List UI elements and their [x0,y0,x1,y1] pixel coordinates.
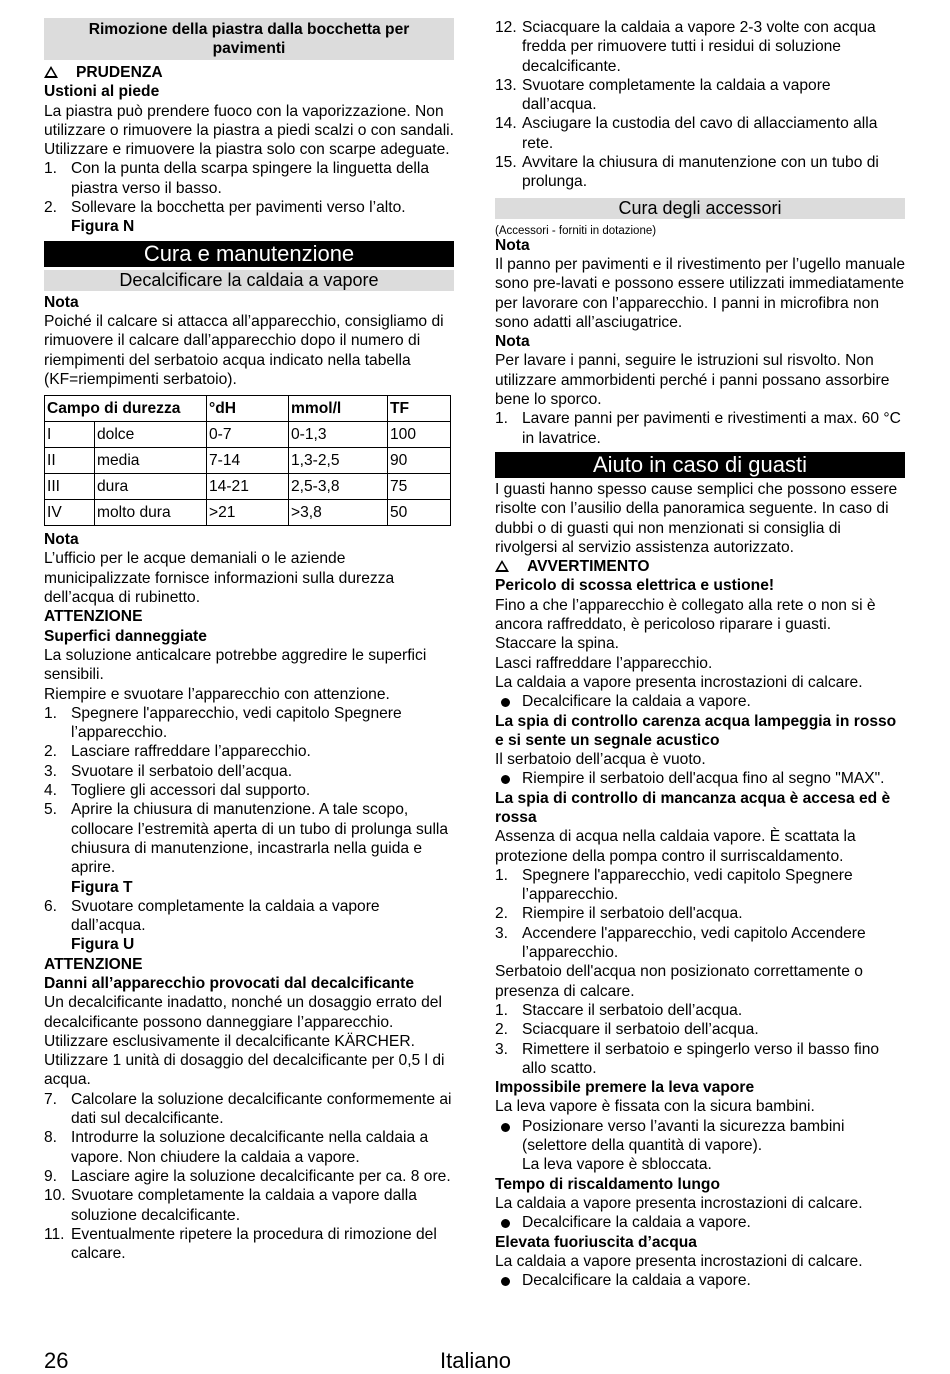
table-cell: 50 [388,500,451,526]
chapter-heading-cura: Cura e manutenzione [44,241,454,267]
table-header: TF [388,396,451,422]
fault-heading: Tempo di riscaldamento lungo [495,1175,720,1193]
paragraph: Il panno per pavimenti e il rivestimento per l’ugello manuale sono pre-lavati e possono essere utilizzati immediatamente per lavorare con l’apparecchio. I panni in microfibra non sono adatti all’asciugatrice. [495,255,905,331]
fault-heading: Elevata fuoriuscita d’acqua [495,1233,697,1251]
table-cell: >21 [207,500,289,526]
steps-list-a [44,159,454,217]
figure-ref: Figura T [71,878,133,896]
table-cell: II [45,448,95,474]
section-heading-rimozione: Rimozione della piastra dalla bocchetta per pavimenti [44,18,454,60]
table-cell: 0-7 [207,422,289,448]
bullet-item: Decalcificare la caldaia a vapore. [495,1271,905,1290]
table-row [45,474,451,500]
caution-label: PRUDENZA [44,63,454,82]
steps-list-f [495,1001,905,1078]
paragraph: Staccare la spina. [495,635,619,653]
paragraph: Fino a che l’apparecchio è collegato alla rete o non si è ancora raffreddato, è pericoloso riparare i guasti. [495,596,876,634]
language-label: Italiano [440,1348,511,1373]
table-cell: media [95,448,207,474]
list-item: 1. Spegnere l'apparecchio, vedi capitolo Spegnere l’apparecchio. [44,704,402,742]
table-cell: 1,3-2,5 [289,448,388,474]
note-label: Nota [495,236,530,254]
bullet-item: Decalcificare la caldaia a vapore. [495,1213,905,1232]
list-item: 15. Avvitare la chiusura di manutenzione con un tubo di prolunga. [495,154,879,191]
warning-label: AVVERTIMENTO [495,557,905,576]
steps-list-e [495,866,905,962]
warning-subtitle: Pericolo di scossa elettrica e ustione! [495,577,775,595]
list-item: 3. Rimettere il serbatoio e spingerlo verso il basso fino allo scatto. [495,1040,880,1077]
list-item: 5. Aprire la chiusura di manutenzione. A tale scopo, collocare l’estremità aperta di un tubo di prolunga sulla chiusura di manutenzione, incastrarla nella guida e aprire. [44,801,449,877]
list-item: 11. Eventualmente ripetere la procedura di rimozione del calcare. [44,1225,437,1263]
paragraph: Per lavare i panni, seguire le istruzioni sul risvolto. Non utilizzare ammorbidenti perché i panni possano assorbire bene lo sporco. [495,352,890,409]
paragraph: La piastra può prendere fuoco con la vaporizzazione. Non utilizzare o rimuovere la piastra a piedi scalzi o con sandali. [44,102,454,139]
fault-heading: Impossibile premere la leva vapore [495,1079,755,1097]
attention-subtitle: Superfici danneggiate [44,627,207,645]
table-row [45,422,451,448]
paragraph: Serbatoio dell'acqua non posizionato correttamente o presenza di calcare. [495,963,863,1000]
caution-subtitle: Ustioni al piede [44,83,160,101]
bullet-item: Riempire il serbatoio dell'acqua fino al segno "MAX". [495,769,905,788]
list-item: 14. Asciugare la custodia del cavo di allacciamento alla rete. [495,115,878,152]
note-label: Nota [44,531,79,549]
paragraph: La caldaia a vapore presenta incrostazioni di calcare. [495,1194,863,1212]
table-cell: 75 [388,474,451,500]
paragraph: Utilizzare esclusivamente il decalcificante KÄRCHER. [44,1032,415,1050]
table-cell: 90 [388,448,451,474]
attention-subtitle: Danni all’apparecchio provocati dal decalcificante [44,974,415,992]
warning-triangle-icon [495,560,509,572]
attention-label: ATTENZIONE [44,608,143,626]
list-item: 9. Lasciare agire la soluzione decalcificante per ca. 8 ore. [44,1167,451,1185]
paragraph: La caldaia a vapore presenta incrostazioni di calcare. [495,673,863,691]
list-item: 2. Lasciare raffreddare l’apparecchio. [44,743,311,761]
table-cell: dura [95,474,207,500]
table-cell: IV [45,500,95,526]
section-heading-accessori: Cura degli accessori [495,198,905,219]
paragraph: Utilizzare e rimuovere la piastra solo con scarpe adeguate. [44,141,450,159]
list-item: 10. Svuotare completamente la caldaia a vapore dalla soluzione decalcificante. [44,1187,417,1224]
figure-ref: Figura N [71,218,135,236]
bullet-icon [501,775,510,784]
table-header-row [45,396,451,422]
bullet-icon [501,1277,510,1286]
table-cell: molto dura [95,500,207,526]
hardness-table [44,395,451,526]
list-item: 1. Con la punta della scarpa spingere la linguetta della piastra verso il basso. [44,160,430,197]
paragraph: La leva vapore è fissata con la sicura bambini. [495,1098,815,1116]
list-item: 1. Lavare panni per pavimenti e rivestimenti a max. 60 °C in lavatrice. [495,410,901,447]
list-item: 4. Togliere gli accessori dal supporto. [44,782,311,800]
bullet-result: La leva vapore è sbloccata. [522,1156,712,1174]
figure-ref: Figura U [71,936,135,954]
table-row [45,448,451,474]
list-item: 3. Accendere l'apparecchio, vedi capitolo Accendere l’apparecchio. [495,924,866,962]
bullet-icon [501,1123,510,1132]
page-number: 26 [44,1348,69,1373]
bullet-icon [501,698,510,707]
list-item: 13. Svuotare completamente la caldaia a vapore dall’acqua. [495,76,831,114]
paragraph: Il serbatoio dell’acqua è vuoto. [495,751,706,769]
table-cell: >3,8 [289,500,388,526]
table-header: mmol/l [289,396,388,422]
paragraph: Lasci raffreddare l’apparecchio. [495,654,713,672]
note-label: Nota [495,333,530,351]
table-cell: 0-1,3 [289,422,388,448]
list-item: 8. Introdurre la soluzione decalcificante nella caldaia a vapore. Non chiudere la caldaia a vapore. [44,1129,429,1166]
right-column [495,18,905,1290]
paragraph: La caldaia a vapore presenta incrostazioni di calcare. [495,1252,863,1270]
table-cell: 14-21 [207,474,289,500]
left-column [44,18,454,1263]
list-item: 1. Spegnere l'apparecchio, vedi capitolo Spegnere l’apparecchio. [495,866,853,904]
steps-list-d [495,18,905,192]
paragraph: Assenza di acqua nella caldaia vapore. È scattata la protezione della pompa contro il surriscaldamento. [495,828,856,865]
paragraph: Riempire e svuotare l’apparecchio con attenzione. [44,685,390,703]
steps-list-b [44,704,454,878]
list-item: 12. Sciacquare la caldaia a vapore 2-3 volte con acqua fredda per rimuovere tutti i residui di soluzione decalcificante. [495,19,876,75]
paragraph: L’ufficio per le acque demaniali o le aziende municipalizzate fornisce informazioni sulla durezza dell’acqua di rubinetto. [44,550,395,607]
table-row [45,500,451,526]
fault-heading: La spia di controllo carenza acqua lampeggia in rosso e si sente un segnale acustico [495,712,897,749]
attention-label: ATTENZIONE [44,955,143,973]
list-item: 2. Sciacquare il serbatoio dell’acqua. [495,1021,759,1039]
section-heading-decalcificare: Decalcificare la caldaia a vapore [44,270,454,291]
list-item: 6. Svuotare completamente la caldaia a vapore dall’acqua. [44,897,380,935]
warning-triangle-icon [44,66,58,78]
paragraph: La soluzione anticalcare potrebbe aggredire le superfici sensibili. [44,646,427,684]
bullet-item: Posizionare verso l’avanti la sicurezza bambini (selettore della quantità di vapore). [495,1117,905,1156]
bullet-icon [501,1219,510,1228]
accessories-note: (Accessori - forniti in dotazione) [495,224,657,237]
table-header: °dH [207,396,289,422]
chapter-heading-aiuto: Aiuto in caso di guasti [495,452,905,478]
fault-heading: La spia di controllo di mancanza acqua è accesa ed è rossa [495,789,891,826]
paragraph: I guasti hanno spesso cause semplici che possono essere risolte con l’ausilio della panoramica seguente. In caso di dubbi o di guasti qui non menzionati si consiglia di rivolgersi al servizio assistenza autorizzato. [495,480,898,556]
list-item: 2. Riempire il serbatoio dell'acqua. [495,905,743,923]
bullet-item: Decalcificare la caldaia a vapore. [495,692,905,711]
table-cell: 100 [388,422,451,448]
list-item: 2. Sollevare la bocchetta per pavimenti verso l’alto. [44,199,406,217]
table-cell: I [45,422,95,448]
table-header: Campo di durezza [45,396,207,422]
paragraph: Un decalcificante inadatto, nonché un dosaggio errato del decalcificante possono danneggiare l’apparecchio. [44,994,442,1031]
paragraph: Utilizzare 1 unità di dosaggio del decalcificante per 0,5 l di acqua. [44,1052,445,1089]
list-item: 3. Svuotare il serbatoio dell’acqua. [44,762,293,780]
table-cell: III [45,474,95,500]
list-item: 1. Staccare il serbatoio dell’acqua. [495,1001,743,1019]
steps-list-c [44,1090,454,1264]
list-item: 7. Calcolare la soluzione decalcificante conformemente ai dati sul decalcificante. [44,1090,452,1128]
paragraph: Poiché il calcare si attacca all’apparecchio, consigliamo di rimuovere il calcare dall’apparecchio dopo il numero di riempimenti del serbatoio acqua indicato nella tabella (KF=riempimenti serbatoio). [44,312,444,388]
table-cell: dolce [95,422,207,448]
table-cell: 7-14 [207,448,289,474]
note-label: Nota [44,293,79,311]
table-cell: 2,5-3,8 [289,474,388,500]
